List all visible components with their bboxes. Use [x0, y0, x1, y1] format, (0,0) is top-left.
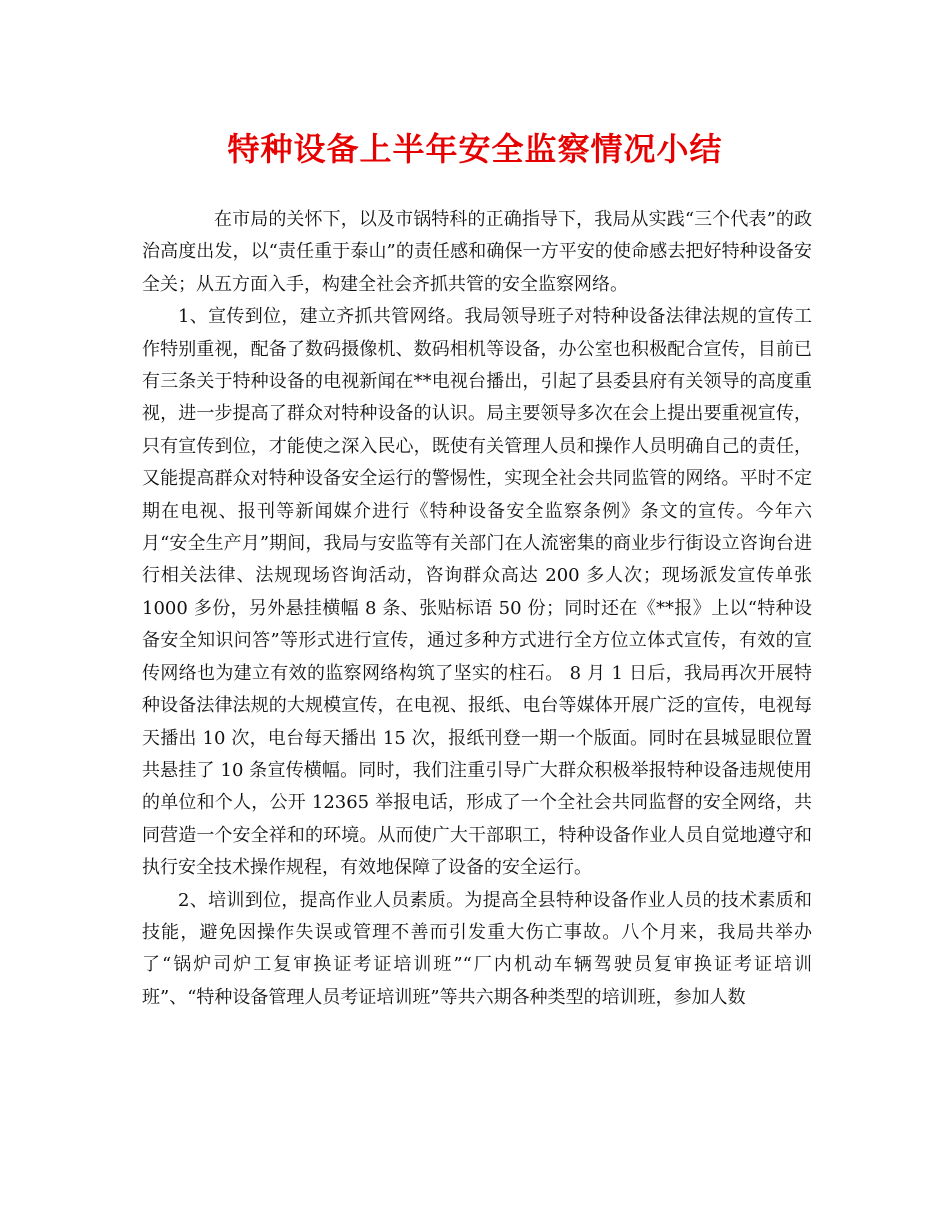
- section-1-paragraph: 1、宣传到位，建立齐抓共管网络。我局领导班子对特种设备法律法规的宣传工作特别重视，配备了数码摄像机、数码相机等设备，办公室也积极配合宣传，目前已有三条关于特种设备的电视新闻在**电视台播出，引起了县委县府有关领导的高度重视，进一步提高了群众对特种设备的认识。局主要领导多次在会上提出要重视宣传，只有宣传到位，才能使之深入民心，既使有关管理人员和操作人员明确自己的责任，又能提高群众对特种设备安全运行的警惕性，实现全社会共同监管的网络。平时不定期在电视、报刊等新闻媒介进行《特种设备安全监察条例》条文的宣传。今年六月“安全生产月”期间，我局与安监等有关部门在人流密集的商业步行街设立咨询台进行相关法律、法规现场咨询活动，咨询群众高达 200 多人次；现场派发宣传单张 1000 多份，另外悬挂横幅 8 条、张贴标语 50 份；同时还在《**报》上以“特种设备安全知识问答”等形式进行宣传，通过多种方式进行全方位立体式宣传，有效的宣传网络也为建立有效的监察网络构筑了坚实的柱石。 8 月 1 日后，我局再次开展特种设备法律法规的大规模宣传，在电视、报纸、电台等媒体开展广泛的宣传，电视每天播出 10 次，电台每天播出 15 次，报纸刊登一期一个版面。同时在县城显眼位置共悬挂了 10 条宣传横幅。同时，我们注重引导广大群众积极举报特种设备违规使用的单位和个人，公开 12365 举报电话，形成了一个全社会共同监督的安全网络，共同营造一个安全祥和的环境。从而使广大干部职工，特种设备作业人员自觉地遵守和执行安全技术操作规程，有效地保障了设备的安全运行。: [142, 306, 812, 879]
- document-title: 特种设备上半年安全监察情况小结: [227, 130, 723, 168]
- section-2-paragraph: 2、培训到位，提高作业人员素质。为提高全县特种设备作业人员的技术素质和技能，避免因操作失误或管理不善而引发重大伤亡事故。八个月来，我局共举办了“锅炉司炉工复审换证考证培训班”“厂内机动车辆驾驶员复审换证考证培训班”、“特种设备管理人员考证培训班”等共六期各种类型的培训班，参加人数: [142, 889, 812, 1008]
- intro-paragraph: 在市局的关怀下，以及市锅特科的正确指导下，我局从实践“三个代表”的政治高度出发，以“责任重于泰山”的责任感和确保一方平安的使命感去把好特种设备安全关；从五方面入手，构建全社会齐抓共管的安全监察网络。: [142, 209, 812, 295]
- document-body: [142, 204, 812, 1014]
